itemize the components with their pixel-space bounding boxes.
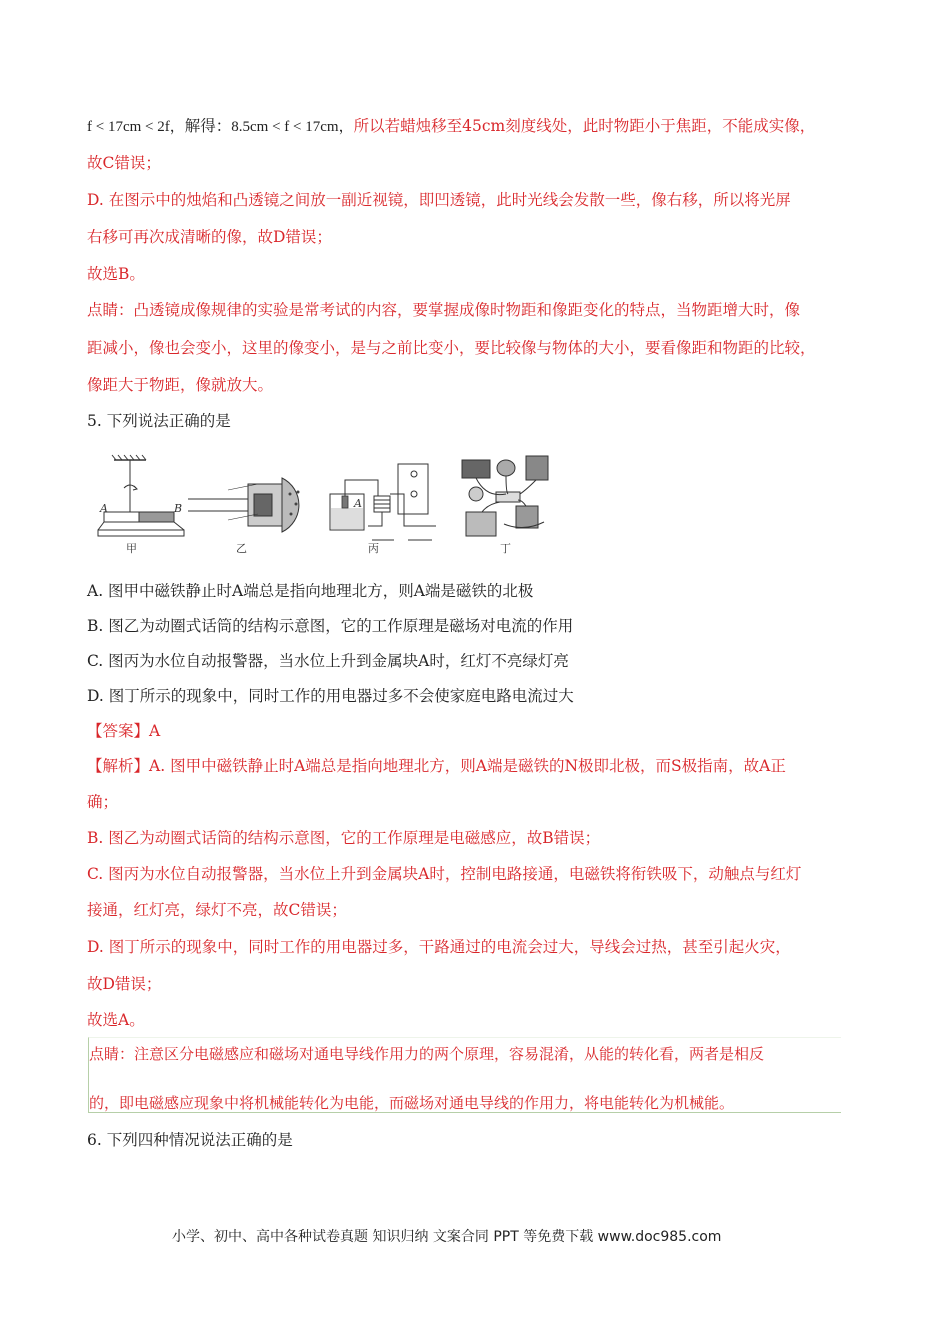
analysis-c-2: 接通，红灯亮，绿灯不亮，故C错误； <box>87 901 347 919</box>
line-solution-d-1: D. 在图示中的烛焰和凸透镜之间放一副近视镜，即凹透镜，此时光线会发散一些，像右移，所以将光屏 <box>87 191 791 209</box>
analysis-d-2: 故D错误； <box>87 975 162 993</box>
option-a: A. 图甲中磁铁静止时A端总是指向地理北方，则A端是磁铁的北极 <box>87 582 534 600</box>
option-d: D. 图丁所示的现象中，同时工作的用电器过多不会使家庭电路电流过大 <box>87 687 574 705</box>
line-tip-3: 像距大于物距，像就放大。 <box>87 376 274 394</box>
question-5-figures <box>96 454 566 554</box>
option-c: C. 图丙为水位自动报警器，当水位上升到金属块A时，红灯不亮绿灯亮 <box>87 652 569 670</box>
analysis-label: 【解析】 <box>87 757 150 775</box>
analysis-d-1: D. 图丁所示的现象中，同时工作的用电器过多，干路通过的电流会过大，导线会过热，甚至引起火灾， <box>87 938 791 956</box>
figure-jia-magnet <box>96 454 186 554</box>
analysis-c-1: C. 图丙为水位自动报警器，当水位上升到金属块A时，控制电路接通，电磁铁将衔铁吸下，动触点与红灯 <box>87 865 802 883</box>
label-b: B <box>174 502 183 515</box>
inequality-1: f < 17cm < 2f， <box>87 119 185 135</box>
analysis-a-2: 确； <box>87 793 119 811</box>
option-b: B. 图乙为动圈式话筒的结构示意图，它的工作原理是磁场对电流的作用 <box>87 617 574 635</box>
caption-jia: 甲 <box>126 542 137 555</box>
figure-yi-microphone <box>188 454 308 554</box>
question-6-title: 6. 下列四种情况说法正确的是 <box>87 1131 293 1149</box>
solve-label: 解得： <box>184 117 232 135</box>
solution-c-text: 所以若蜡烛移至45cm刻度线处，此时物距小于焦距，不能成实像， <box>353 117 816 135</box>
line-solution-c-2: 故C错误； <box>87 154 161 172</box>
analysis-choose-a: 故选A。 <box>87 1011 145 1029</box>
line-solution-d-2: 右移可再次成清晰的像，故D错误； <box>87 228 332 246</box>
line-tip-1: 点睛：凸透镜成像规律的实验是常考试的内容，要掌握成像时物距和像距变化的特点，当物距增大时，像 <box>87 301 801 319</box>
line-choose-b: 故选B。 <box>87 265 145 283</box>
analysis-a-1: A. 图甲中磁铁静止时A端总是指向地理北方，则A端是磁铁的N极即北极，而S极指南，故A正 <box>149 757 786 775</box>
analysis-line-1 <box>87 756 786 776</box>
analysis-b: B. 图乙为动圈式话筒的结构示意图，它的工作原理是电磁感应，故B错误； <box>87 829 601 847</box>
caption-ding: 丁 <box>500 542 511 555</box>
answer-value: A <box>149 722 161 740</box>
tip-line-1: 点睛：注意区分电磁感应和磁场对通电导线作用力的两个原理，容易混淆，从能的转化看，两者是相反 <box>89 1045 765 1063</box>
inequality-2: 8.5cm < f < 17cm， <box>231 119 354 135</box>
question-5-title: 5. 下列说法正确的是 <box>87 412 231 430</box>
label-a: A <box>100 502 108 515</box>
line-tip-2: 距减小，像也会变小，这里的像变小，是与之前比变小，要比较像与物体的大小，要看像距和物距的比较， <box>87 339 816 357</box>
answer-line <box>87 721 160 741</box>
answer-label: 【答案】 <box>87 722 150 740</box>
line-solution-c-1 <box>87 116 815 137</box>
caption-bing: 丙 <box>368 542 379 555</box>
caption-yi: 乙 <box>236 542 247 555</box>
tip-box <box>88 1037 841 1113</box>
label-metal-a: A <box>354 497 362 510</box>
tip-line-2: 的，即电磁感应现象中将机械能转化为电能，而磁场对通电导线的作用力，将电能转化为机械能。 <box>89 1094 735 1112</box>
figure-bing-alarm <box>328 454 438 554</box>
figure-ding-overload <box>456 454 566 554</box>
page-footer: 小学、初中、高中各种试卷真题 知识归纳 文案合同 PPT 等免费下载 www.doc985.com <box>172 1229 722 1245</box>
